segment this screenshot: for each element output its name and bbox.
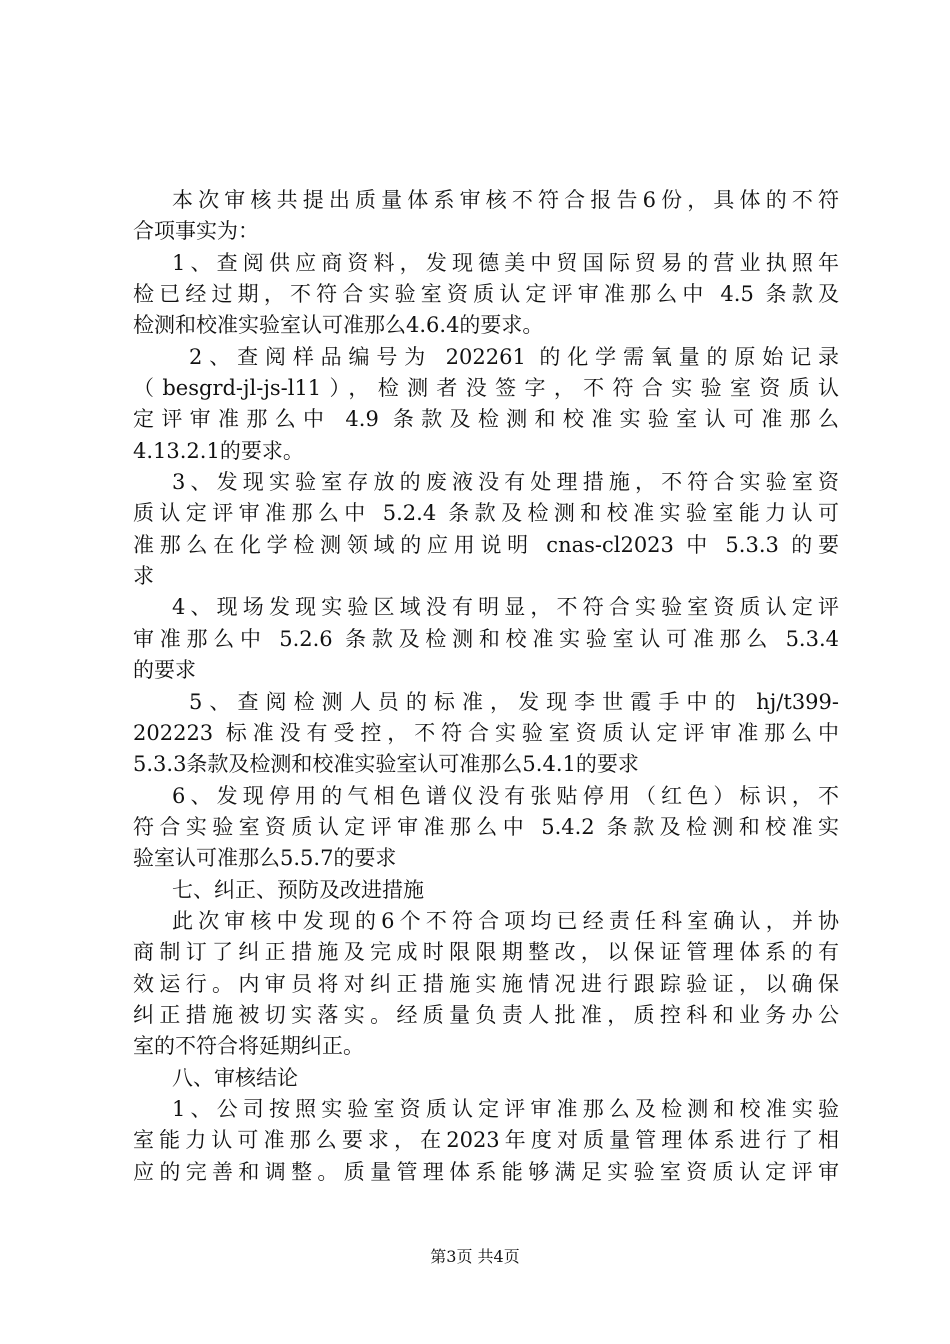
text-line: 202223 标准没有受控，不符合实验室资质认定评审准那么中 <box>133 720 839 745</box>
text-line: 求 <box>133 564 154 589</box>
text-line: 效运行。内审员将对纠正措施实施情况进行跟踪验证，以确保 <box>133 971 839 996</box>
text-line: 4、现场发现实验区域没有明显，不符合实验室资质认定评 <box>172 595 839 620</box>
text-line: 八、审核结论 <box>172 1065 298 1090</box>
text-line: （besgrd-jl-js-l11），检测者没签字，不符合实验室资质认 <box>133 376 839 401</box>
text-line: 符合实验室资质认定评审准那么中 5.4.2 条款及检测和校准实 <box>133 814 839 839</box>
text-line: 室能力认可准那么要求，在2023年度对质量管理体系进行了相 <box>133 1128 839 1153</box>
paragraph <box>133 687 839 781</box>
paragraph <box>133 906 839 1063</box>
text-line: 5.3.3条款及检测和校准实验室认可准那么5.4.1的要求 <box>133 752 639 777</box>
text-line: 5、查阅检测人员的标准，发现李世霞手中的 hj/t399- <box>189 689 839 714</box>
text-line: 商制订了纠正措施及完成时限限期整改，以保证管理体系的有 <box>133 940 839 965</box>
text-line: 验室认可准那么5.5.7的要求 <box>133 846 397 871</box>
text-line: 1、公司按照实验室资质认定评审准那么及检测和校准实验 <box>172 1096 839 1121</box>
text-line: 纠正措施被切实落实。经质量负责人批准，质控科和业务办公 <box>133 1002 839 1027</box>
text-line: 6、发现停用的气相色谱仪没有张贴停用（红色）标识，不 <box>172 783 839 808</box>
text-line: 检测和校准实验室认可准那么4.6.4的要求。 <box>133 313 544 338</box>
paragraph <box>133 248 839 342</box>
text-line: 合项事实为： <box>133 219 259 244</box>
text-line: 1、查阅供应商资料，发现德美中贸国际贸易的营业执照年 <box>172 250 839 275</box>
paragraph <box>133 875 839 906</box>
text-line: 室的不符合将延期纠正。 <box>133 1034 364 1059</box>
paragraph <box>133 342 839 467</box>
text-line: 质认定评审准那么中 5.2.4 条款及检测和校准实验室能力认可 <box>133 501 839 526</box>
paragraph <box>133 185 839 248</box>
paragraph <box>133 467 839 592</box>
text-line: 的要求 <box>133 658 196 683</box>
document-body <box>133 185 839 1188</box>
text-line: 审准那么中 5.2.6 条款及检测和校准实验室认可准那么 5.3.4 <box>133 626 839 651</box>
text-line: 本次审核共提出质量体系审核不符合报告6份，具体的不符 <box>172 188 839 212</box>
paragraph <box>133 1094 839 1188</box>
text-line: 2、查阅样品编号为 202261 的化学需氧量的原始记录 <box>189 344 839 369</box>
text-line: 应的完善和调整。质量管理体系能够满足实验室资质认定评审 <box>133 1159 839 1184</box>
text-line: 检已经过期，不符合实验室资质认定评审准那么中 4.5 条款及 <box>133 282 839 307</box>
paragraph <box>133 1063 839 1094</box>
text-line: 七、纠正、预防及改进措施 <box>172 877 424 902</box>
paragraph <box>133 592 839 686</box>
page-footer: 第3页 共4页 <box>430 1247 520 1266</box>
text-line: 定评审准那么中 4.9 条款及检测和校准实验室认可准那么 <box>133 407 839 432</box>
text-line: 3、发现实验室存放的废液没有处理措施，不符合实验室资 <box>172 470 839 495</box>
paragraph <box>133 781 839 875</box>
text-line: 此次审核中发现的6个不符合项均已经责任科室确认，并协 <box>172 908 839 933</box>
text-line: 准那么在化学检测领域的应用说明 cnas-cl2023 中 5.3.3 的要 <box>133 532 839 557</box>
text-line: 4.13.2.1的要求。 <box>133 438 304 463</box>
